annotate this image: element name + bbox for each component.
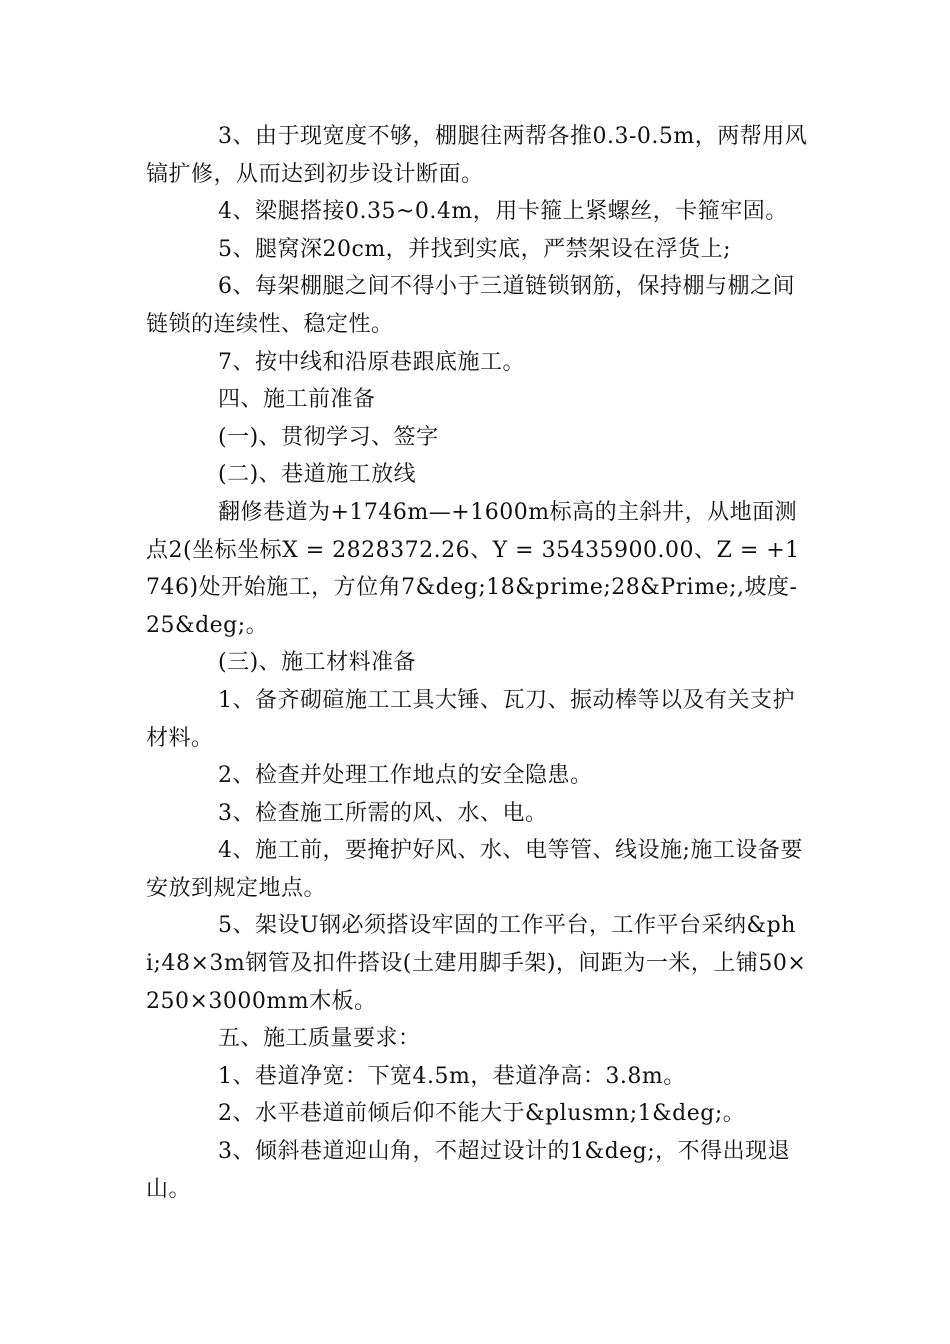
paragraph-material-3: 3、检查施工所需的风、水、电。	[218, 800, 548, 826]
paragraph-material-4: 4、施工前，要掩护好风、水、电等管、线设施;施工设备要安放到规定地点。	[146, 838, 803, 901]
paragraph-material-5: 5、架设U钢必须搭设牢固的工作平台，工作平台采纳&phi;48×3m钢管及扣件搭设(土建用脚手架)，间距为一米，上铺50×250×3000mm木板。	[146, 913, 807, 1014]
paragraph-3: 5、腿窝深20cm，并找到实底，严禁架设在浮货上;	[218, 236, 732, 262]
paragraph-5: 7、按中线和沿原巷跟底施工。	[218, 349, 525, 375]
paragraph-quality-2: 2、水平巷道前倾后仰不能大于&plusmn;1&deg;。	[218, 1101, 746, 1127]
subsection-heading-2: (二)、巷道施工放线	[218, 462, 417, 488]
subsection-heading-1: (一)、贯彻学习、签字	[218, 424, 439, 450]
paragraph-quality-3: 3、倾斜巷道迎山角，不超过设计的1&deg;，不得出现退山。	[146, 1139, 791, 1202]
paragraph-2: 4、梁腿搭接0.35~0.4m，用卡箍上紧螺丝，卡箍牢固。	[218, 199, 788, 225]
paragraph-material-2: 2、检查并处理工作地点的安全隐患。	[218, 763, 593, 789]
paragraph-4: 6、每架棚腿之间不得小于三道链锁钢筋，保持棚与棚之间链锁的连续性、稳定性。	[146, 274, 795, 337]
section-heading-4: 四、施工前准备	[218, 387, 376, 413]
paragraph-1: 3、由于现宽度不够，棚腿往两帮各推0.3-0.5m，两帮用风镐扩修，从而达到初步设计断面。	[146, 124, 808, 187]
paragraph-material-1: 1、备齐砌碹施工工具大锤、瓦刀、振动棒等以及有关支护材料。	[146, 687, 795, 751]
paragraph-survey: 翻修巷道为+1746m—+1600m标高的主斜井，从地面测点2(坐标坐标X = 2828372.26、Y = 35435900.00、Z = +1746)处开始施工，方位角7&deg;18&prime;28&Prime;,坡度-25&deg;。	[146, 499, 800, 638]
section-heading-5: 五、施工质量要求：	[218, 1026, 421, 1052]
subsection-heading-3: (三)、施工材料准备	[218, 650, 417, 676]
document-body	[146, 118, 808, 1208]
paragraph-quality-1: 1、巷道净宽：下宽4.5m，巷道净高：3.8m。	[218, 1063, 686, 1089]
